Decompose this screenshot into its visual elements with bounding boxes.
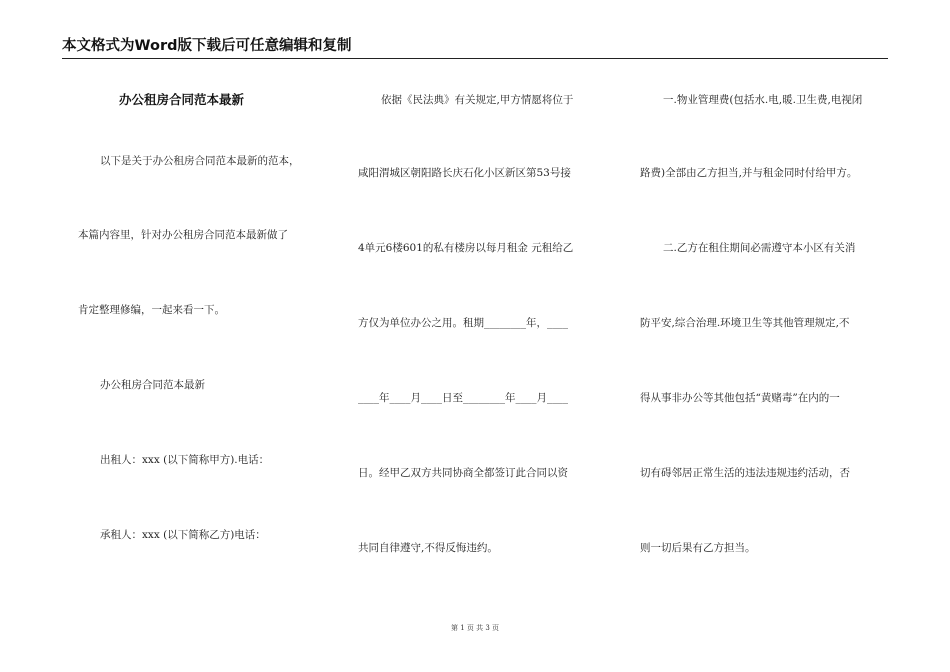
text-line: 切有碍邻居正常生活的违法违规违约活动，否 (640, 467, 850, 479)
text-line: 依据《民法典》有关规定,甲方情愿将位于 (381, 94, 574, 106)
text-line: 路费)全部由乙方担当,并与租金同时付给甲方。 (640, 167, 858, 179)
text-line: ____年____月____日至________年____月____ (358, 392, 568, 404)
page-footer (0, 623, 950, 633)
document-title: 办公租房合同范本最新 (119, 92, 245, 107)
text-line: 一.物业管理费(包括水.电,暖.卫生费,电视闭 (663, 94, 863, 106)
text-line: 二.乙方在租住期间必需遵守本小区有关消 (663, 242, 856, 254)
text-line: 4单元6楼601的私有楼房以每月租金 元租给乙 (358, 242, 574, 254)
text-line: 得从事非办公等其他包括“黄赌毒”在内的一 (640, 392, 840, 404)
text-line: 日。经甲乙双方共同协商全都签订此合同以资 (358, 467, 568, 479)
text-line: 咸阳渭城区朝阳路长庆石化小区新区第53号接 (358, 167, 571, 179)
text-line: 共同自律遵守,不得反悔违约。 (358, 542, 498, 554)
page-number: 第 1 页 共 3 页 (450, 624, 500, 632)
text-line: 则一切后果有乙方担当。 (640, 542, 756, 554)
text-column-2 (340, 0, 620, 672)
text-line: 出租人：xxx (以下简称甲方).电话： (100, 454, 270, 466)
header-text: 本文格式为Word版下载后可任意编辑和复制 (62, 38, 352, 54)
text-column-3 (630, 0, 900, 672)
text-line: 方仅为单位办公之用。租期________年，____ (358, 317, 568, 329)
text-column-1 (0, 0, 330, 672)
text-line: 承租人：xxx (以下简称乙方)电话： (100, 529, 266, 541)
text-line: 防平安,综合治理.环境卫生等其他管理规定,不 (640, 317, 850, 329)
text-line: 肯定整理修编，一起来看一下。 (78, 304, 225, 316)
text-line: 本篇内容里，针对办公租房合同范本最新做了 (78, 229, 288, 241)
text-line: 以下是关于办公租房合同范本最新的范本， (100, 155, 300, 167)
text-line: 办公租房合同范本最新 (100, 379, 205, 391)
